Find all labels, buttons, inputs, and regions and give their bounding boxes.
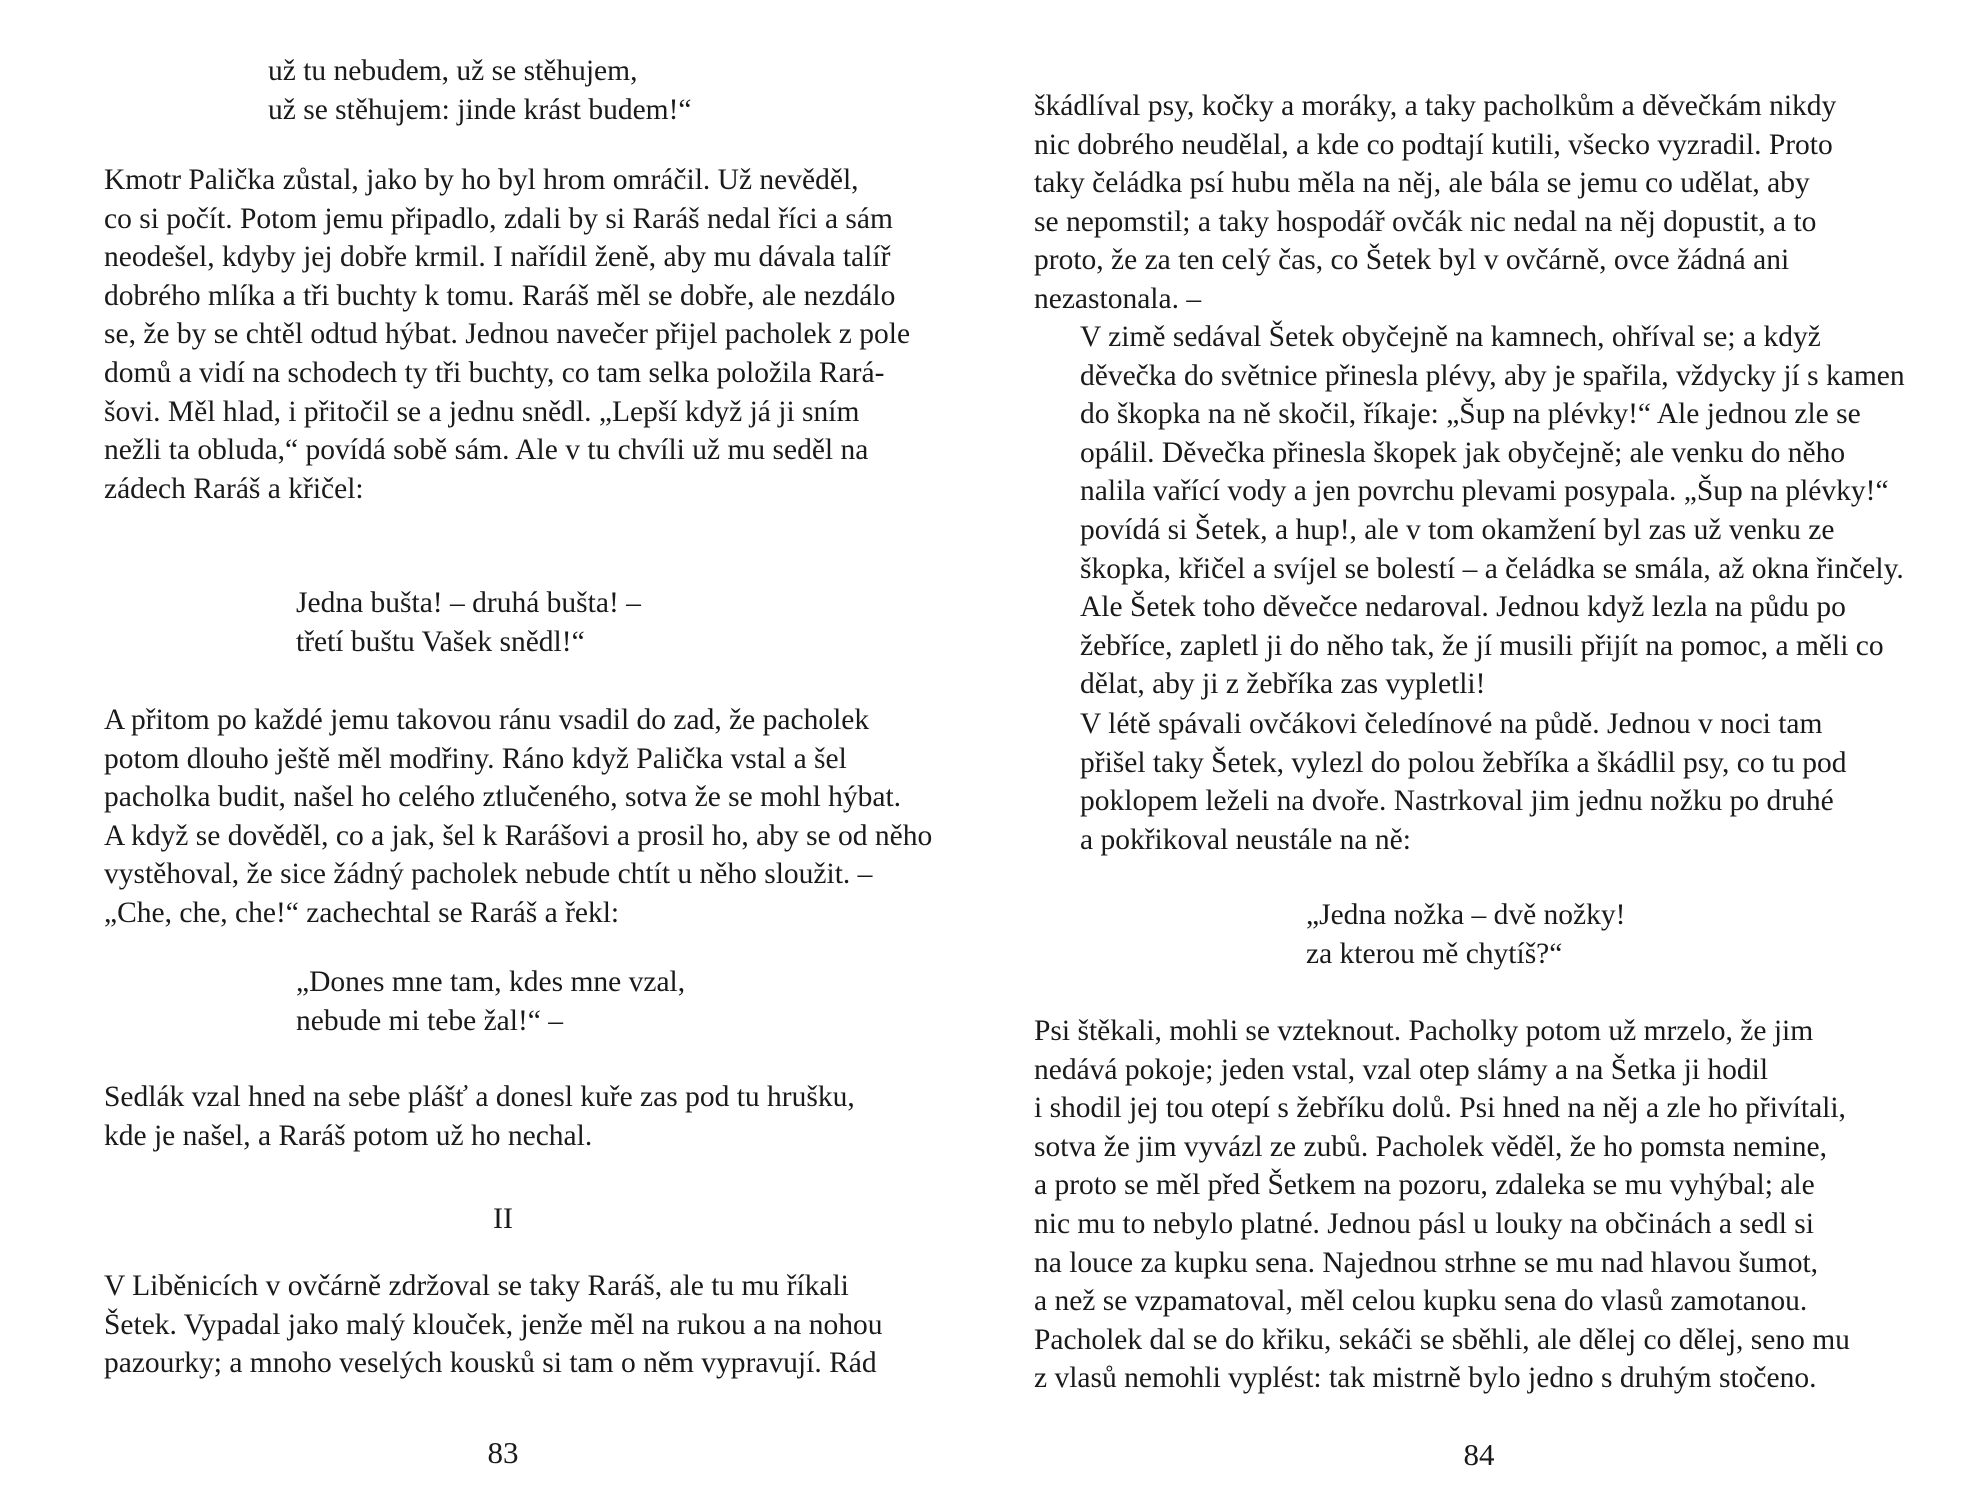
- section-heading: II: [493, 1202, 513, 1235]
- text-line: V zimě sedával Šetek obyčejně na kamnech, ohříval se; a když: [1080, 321, 1821, 353]
- text-line: potom dlouho ještě měl modřiny. Ráno když Palička vstal a šel: [104, 742, 847, 775]
- text-line: dělat, aby ji z žebříka zas vypletli!: [1080, 668, 1486, 701]
- right-verse: [1306, 896, 1625, 973]
- text-line: pazourky; a mnoho veselých kousků si tam o něm vypravují. Rád: [104, 1347, 877, 1380]
- page-number-right: 84: [1463, 1437, 1495, 1472]
- text-line: Šetek. Vypadal jako malý klouček, jenže měl na rukou a na nohou: [104, 1308, 883, 1341]
- text-line: se, že by se chtěl odtud hýbat. Jednou navečer přijel pacholek z pole: [104, 318, 911, 351]
- text-line: žebříce, zapletl ji do něho tak, že jí musili přijít na pomoc, a měli co: [1080, 629, 1884, 662]
- text-line: neodešel, kdyby jej dobře krmil. I nařídil ženě, aby mu dávala talíř: [104, 241, 891, 274]
- text-line: a než se vzpamatoval, měl celou kupku sena do vlasů zamotanou.: [1034, 1285, 1808, 1318]
- text-line: Pacholek dal se do křiku, sekáči se sběhli, ale dělej co dělej, seno mu: [1034, 1323, 1850, 1356]
- left-page: [58, 0, 948, 1500]
- text-line: přišel taky Šetek, vylezl do polou žebříka a škádlil psy, co tu pod: [1080, 746, 1847, 779]
- text-line: z vlasů nemohli vyplést: tak mistrně bylo jedno s druhým stočeno.: [1034, 1362, 1817, 1395]
- text-line: Sedlák vzal hned na sebe plášť a donesl kuře zas pod tu hrušku,: [104, 1081, 855, 1113]
- text-line: „Che, che, che!“ zachechtal se Raráš a řekl:: [104, 896, 620, 929]
- text-line: zádech Raráš a křičel:: [104, 472, 364, 505]
- text-line: i shodil jej tou otepí s žebříku dolů. Psi hned na něj a zle ho přivítali,: [1034, 1092, 1846, 1125]
- right-paragraph-3: [1034, 705, 1924, 859]
- text-line: nic mu to nebylo platné. Jednou pásl u louky na občinách a sedl si: [1034, 1207, 1814, 1240]
- left-verse-3: [296, 963, 685, 1040]
- text-line: pacholka budit, našel ho celého ztlučeného, sotva že se mohl hýbat.: [104, 781, 902, 814]
- text-line: Jedna bušta! – druhá bušta! –: [296, 587, 641, 619]
- text-line: se nepomstil; a taky hospodář ovčák nic nedal na něj dopustit, a to: [1034, 205, 1817, 238]
- text-line: A přitom po každé jemu takovou ránu vsadil do zad, že pacholek: [104, 704, 870, 736]
- text-line: vystěhoval, že sice žádný pacholek nebude chtít u něho sloužit. –: [104, 858, 873, 891]
- text-line: V létě spávali ovčákovi čeledínové na půdě. Jednou v noci tam: [1080, 708, 1823, 740]
- text-line: a pokřikoval neustále na ně:: [1080, 823, 1411, 856]
- text-line: šovi. Měl hlad, i přitočil se a jednu snědl. „Lepší když já ji sním: [104, 395, 860, 428]
- text-line: „Dones mne tam, kdes mne vzal,: [296, 966, 686, 998]
- text-line: dobrého mlíka a tři buchty k tomu. Raráš měl se dobře, ale nezdálo: [104, 279, 896, 312]
- text-line: Psi štěkali, mohli se vzteknout. Pacholky potom už mrzelo, že jim: [1034, 1015, 1814, 1047]
- right-paragraph-2: [1034, 318, 1924, 704]
- left-paragraph-2: [58, 701, 948, 933]
- text-line: A když se dověděl, co a jak, šel k Rarášovi a prosil ho, aby se od něho: [104, 819, 933, 852]
- text-line: „Jedna nožka – dvě nožky!: [1306, 899, 1626, 931]
- text-line: a proto se měl před Šetkem na pozoru, zdaleka se mu vyhýbal; ale: [1034, 1169, 1815, 1202]
- text-line: nic dobrého neudělal, a kde co podtají kutili, všecko vyzradil. Proto: [1034, 128, 1833, 161]
- right-paragraph-4: [1034, 1012, 1924, 1398]
- text-line: nalila vařící vody a jen povrchu plevami posypala. „Šup na plévky!“: [1080, 475, 1889, 508]
- left-paragraph-4: [58, 1267, 948, 1383]
- right-page: [1034, 0, 1924, 1500]
- text-line: do škopka na ně skočil, říkaje: „Šup na plévky!“ Ale jednou zle se: [1080, 398, 1861, 431]
- left-paragraph-3: [58, 1078, 948, 1155]
- text-line: děvečka do světnice přinesla plévy, aby je spařila, vždycky jí s kamen: [1080, 359, 1905, 392]
- text-line: kde je našel, a Raráš potom už ho nechal.: [104, 1119, 593, 1152]
- text-line: škopka, křičel a svíjel se bolestí – a čeládka se smála, až okna řinčely.: [1080, 552, 1904, 585]
- text-line: Ale Šetek toho děvečce nedaroval. Jednou když lezla na půdu po: [1080, 591, 1846, 624]
- text-line: poklopem leželi na dvoře. Nastrkoval jim jednu nožku po druhé: [1080, 785, 1834, 818]
- text-line: povídá si Šetek, a hup!, ale v tom okamžení byl zas už venku ze: [1080, 513, 1835, 546]
- text-line: sotva že jim vyvázl ze zubů. Pacholek věděl, že ho pomsta nemine,: [1034, 1130, 1827, 1163]
- text-line: domů a vidí na schodech ty tři buchty, co tam selka položila Rará-: [104, 356, 885, 389]
- text-line: škádlíval psy, kočky a moráky, a taky pacholkům a děvečkám nikdy: [1034, 90, 1837, 122]
- text-line: nežli ta obluda,“ povídá sobě sám. Ale v tu chvíli už mu seděl na: [104, 434, 869, 467]
- text-line: třetí buštu Vašek snědl!“: [296, 625, 585, 658]
- text-line: opálil. Děvečka přinesla škopek jak obyčejně; ale venku do něho: [1080, 436, 1846, 469]
- text-line: V Liběnicích v ovčárně zdržoval se taky Raráš, ale tu mu říkali: [104, 1270, 849, 1302]
- right-paragraph-1: [1034, 87, 1924, 319]
- text-line: proto, že za ten celý čas, co Šetek byl v ovčárně, ovce žádná ani: [1034, 244, 1790, 277]
- text-line: za kterou mě chytíš?“: [1306, 937, 1563, 970]
- left-verse-2: [296, 584, 641, 661]
- page-number-left: 83: [487, 1435, 519, 1470]
- text-line: nedává pokoje; jeden vstal, vzal otep slámy a na Šetka ji hodil: [1034, 1053, 1769, 1086]
- text-line: na louce za kupku sena. Najednou strhne se mu nad hlavou šumot,: [1034, 1246, 1819, 1279]
- left-verse-top: [268, 52, 692, 129]
- text-line: už se stěhujem: jinde krást budem!“: [268, 93, 692, 126]
- left-paragraph-1: [58, 161, 948, 508]
- text-line: nezastonala. –: [1034, 282, 1202, 315]
- text-line: Kmotr Palička zůstal, jako by ho byl hrom omráčil. Už nevěděl,: [104, 164, 859, 196]
- text-line: nebude mi tebe žal!“ –: [296, 1004, 564, 1037]
- text-line: taky čeládka psí hubu měla na něj, ale bála se jemu co udělat, aby: [1034, 167, 1810, 200]
- text-line: už tu nebudem, už se stěhujem,: [268, 55, 638, 87]
- text-line: co si počít. Potom jemu připadlo, zdali by si Raráš nedal říci a sám: [104, 202, 893, 235]
